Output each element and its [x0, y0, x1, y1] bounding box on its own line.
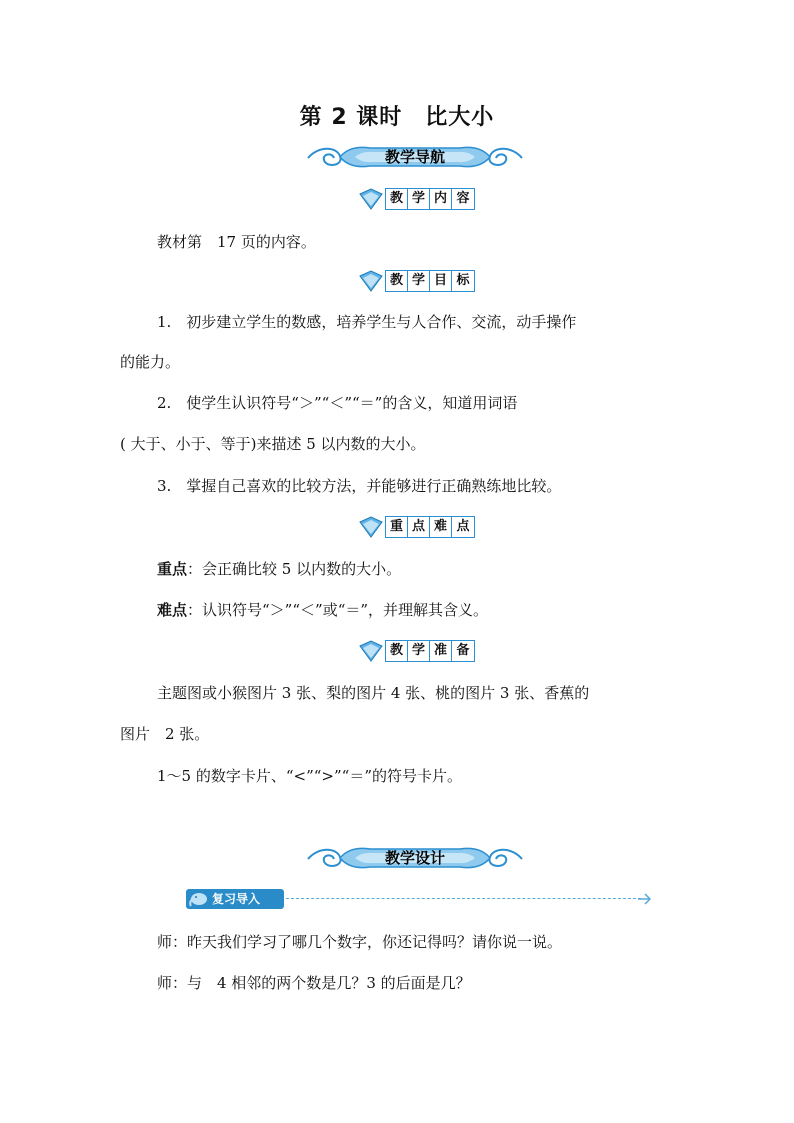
label-box — [385, 270, 475, 292]
label-box — [385, 516, 475, 538]
label-char: 标 — [456, 273, 470, 288]
hard-point-text: ：认识符号“＞”“＜”或“＝”，并理解其含义。 — [187, 601, 489, 619]
prep-line-2: 图片 2 张。 — [120, 725, 210, 743]
label-char: 教 — [386, 641, 408, 661]
prep-line-3: 1～5 的数字卡片、“<”“>”“＝”的符号卡片。 — [157, 767, 463, 785]
key-point-text: ：会正确比较 5 以内数的大小。 — [187, 560, 402, 578]
label-char: 学 — [408, 641, 430, 661]
lesson-title: 第 2 课时 比大小 — [299, 105, 495, 130]
label-char: 点 — [456, 519, 470, 534]
goal-3-line-1: 3. 掌握自己喜欢的比较方法，并能够进行正确熟练地比较。 — [157, 477, 562, 495]
label-char: 点 — [408, 517, 430, 537]
elephant-icon — [188, 890, 210, 908]
goal-1-line-2: 的能力。 — [120, 353, 181, 371]
label-char: 难 — [430, 517, 452, 537]
review-tag — [186, 889, 284, 909]
review-line-1: 师：昨天我们学习了哪几个数字，你还记得吗？请你说一说。 — [157, 933, 563, 951]
book-icon — [357, 638, 385, 664]
dashed-divider — [286, 898, 641, 899]
book-icon — [357, 268, 385, 294]
goal-2-line-2: ( 大于、小于、等于)来描述 5 以内数的大小。 — [120, 435, 426, 453]
label-char: 重 — [386, 517, 408, 537]
label-char: 容 — [456, 191, 470, 206]
banner-teaching-design — [300, 843, 530, 873]
label-char: 目 — [430, 271, 452, 291]
banner-label: 教学设计 — [384, 849, 445, 867]
label-box — [385, 640, 475, 662]
review-line-2: 师：与 4 相邻的两个数是几？3 的后面是几？ — [157, 974, 471, 992]
label-char: 教 — [386, 189, 408, 209]
hard-point — [157, 600, 717, 620]
goal-2-line-1: 2. 使学生认识符号“＞”“＜”“＝”的含义，知道用词语 — [157, 394, 518, 412]
review-tag-label: 复习导入 — [212, 892, 261, 906]
arrow-right-icon — [638, 893, 652, 905]
label-char: 学 — [408, 189, 430, 209]
goal-1-line-1: 1. 初步建立学生的数感，培养学生与人合作、交流，动手操作 — [157, 313, 577, 331]
label-char: 准 — [430, 641, 452, 661]
label-box — [385, 188, 475, 210]
hard-point-label: 难点 — [157, 601, 188, 619]
banner-teaching-guide — [300, 142, 530, 172]
label-char: 内 — [430, 189, 452, 209]
label-char: 学 — [408, 271, 430, 291]
content-text: 教材第 17 页的内容。 — [157, 233, 316, 251]
key-point — [157, 559, 717, 579]
book-icon — [357, 514, 385, 540]
label-char: 备 — [456, 643, 470, 658]
prep-line-1: 主题图或小猴图片 3 张、梨的图片 4 张、桃的图片 3 张、香蕉的 — [157, 684, 590, 702]
key-point-label: 重点 — [157, 560, 188, 578]
banner-label: 教学导航 — [384, 148, 445, 166]
label-char: 教 — [386, 271, 408, 291]
section-review — [186, 889, 656, 911]
book-icon — [357, 186, 385, 212]
